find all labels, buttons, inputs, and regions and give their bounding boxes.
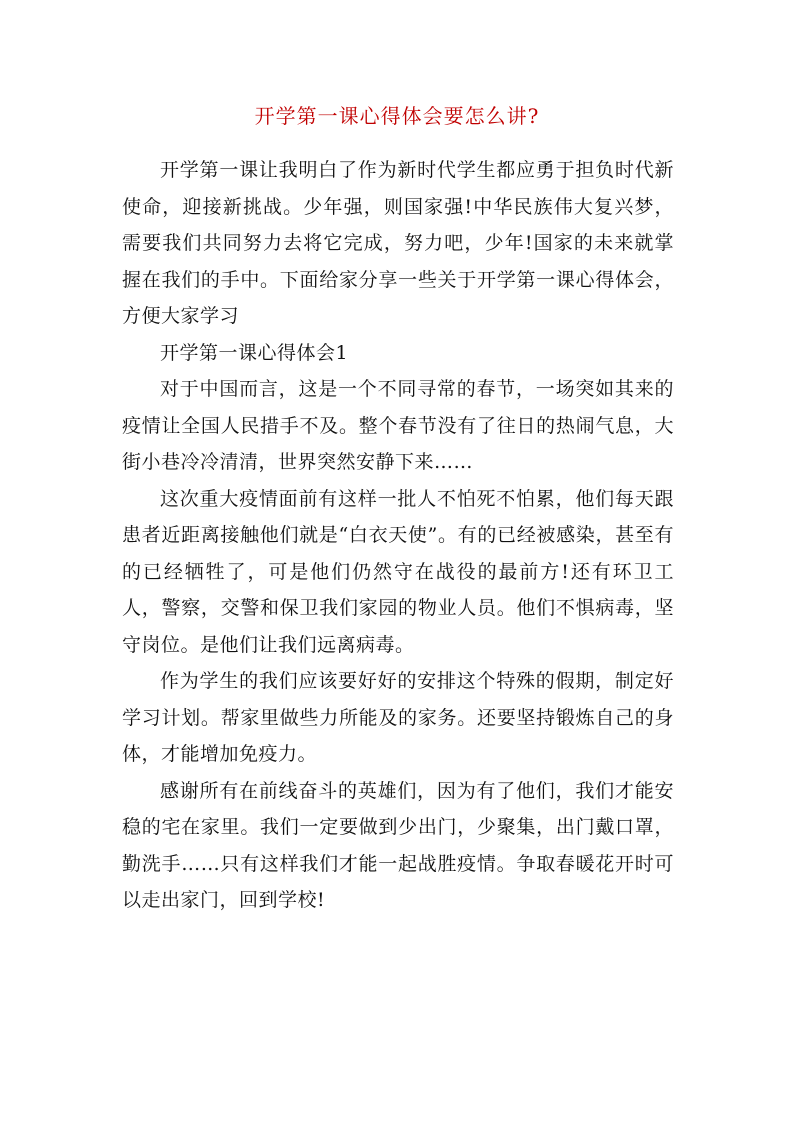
document-body xyxy=(122,152,674,919)
body-paragraph: 感谢所有在前线奋斗的英雄们，因为有了他们，我们才能安稳的宅在家里。我们一定要做到少出门，少聚集，出门戴口罩，勤洗手……只有这样我们才能一起战胜疫情。争取春暖花开时可以走出家门，回到学校! xyxy=(122,779,674,911)
body-paragraph: 对于中国而言，这是一个不同寻常的春节，一场突如其来的疫情让全国人民措手不及。整个春节没有了往日的热闹气息，大街小巷冷冷清清，世界突然安静下来…… xyxy=(122,378,674,473)
body-paragraph: 作为学生的我们应该要好好的安排这个特殊的假期，制定好学习计划。帮家里做些力所能及的家务。还要坚持锻炼自己的身体，才能增加免疫力。 xyxy=(122,670,674,765)
intro-paragraph: 开学第一课让我明白了作为新时代学生都应勇于担负时代新使命，迎接新挑战。少年强，则国家强!中华民族伟大复兴梦，需要我们共同努力去将它完成，努力吧，少年!国家的未来就掌握在我们的手中。下面给家分享一些关于开学第一课心得体会，方便大家学习 xyxy=(122,159,674,327)
body-paragraph: 这次重大疫情面前有这样一批人不怕死不怕累，他们每天跟患者近距离接触他们就是“白衣天使”。有的已经被感染，甚至有的已经牺牲了，可是他们仍然守在战役的最前方!还有环卫工人，警察，交警和保卫我们家园的物业人员。他们不惧病毒，坚守岗位。是他们让我们远离病毒。 xyxy=(122,487,674,656)
document-title: 开学第一课心得体会要怎么讲? xyxy=(254,104,540,128)
section-heading: 开学第一课心得体会1 xyxy=(160,341,349,364)
